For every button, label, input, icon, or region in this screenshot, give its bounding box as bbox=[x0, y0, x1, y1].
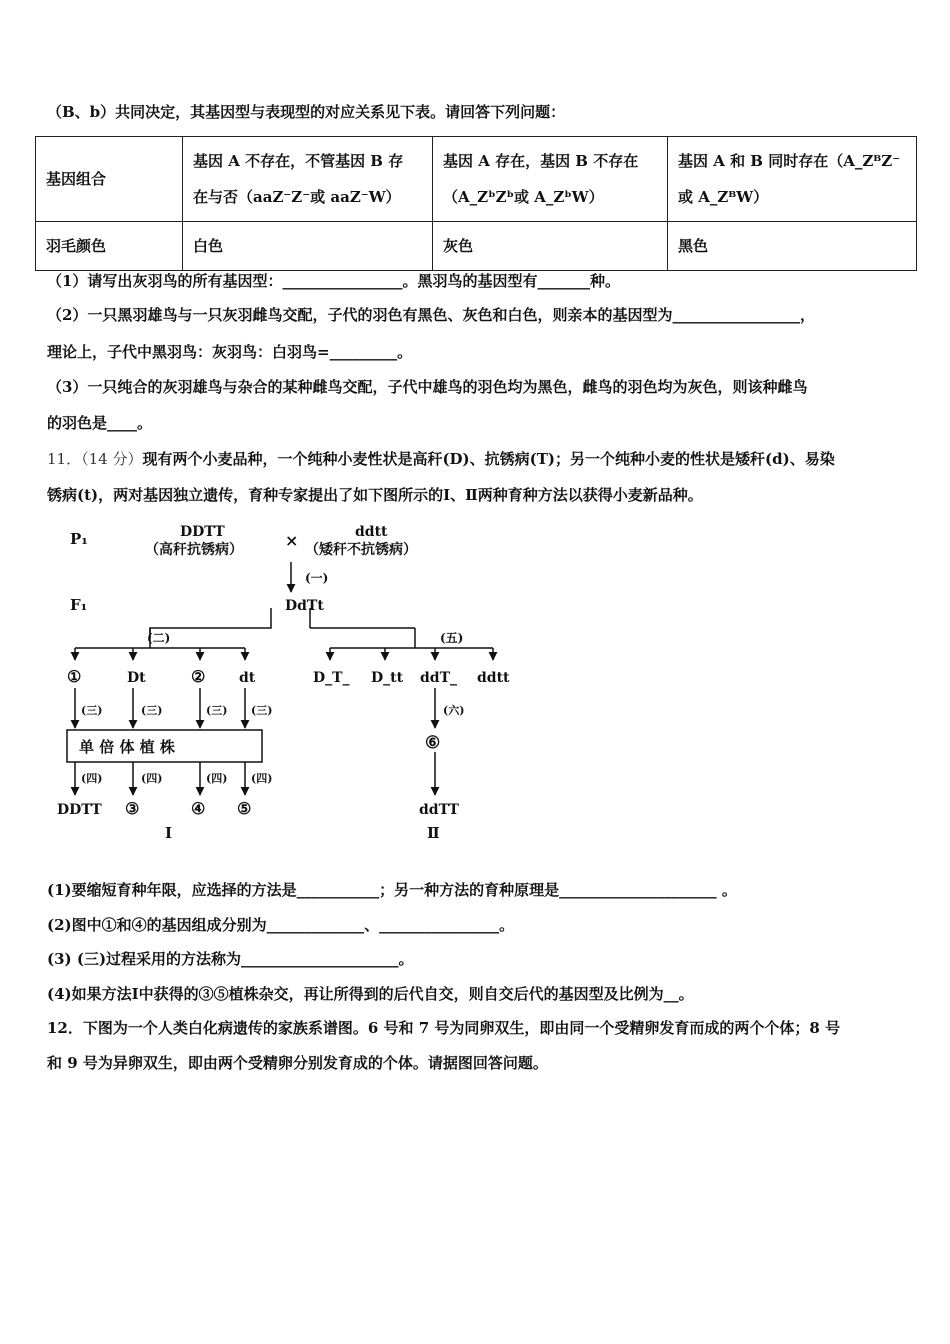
cell-line: 或 A_ZᴮW） bbox=[678, 188, 769, 206]
breeding-diagram bbox=[55, 520, 525, 845]
question-11-1: (1)要缩短育种年限，应选择的方法是___________；另一种方法的育种原理是_____________________ 。 bbox=[47, 881, 737, 899]
table-cell bbox=[183, 137, 433, 222]
f2-genotype-4: ddtt bbox=[477, 670, 510, 686]
gamete-1: ① bbox=[67, 667, 82, 686]
parent2-description: （矮秆不抗锈病） bbox=[305, 542, 417, 558]
table-cell: 灰色 bbox=[433, 222, 668, 271]
step-6-label: (六) bbox=[443, 704, 465, 717]
gamete-4: dt bbox=[239, 670, 256, 686]
gamete-2: Dt bbox=[127, 670, 146, 686]
table-cell bbox=[433, 137, 668, 222]
gamete-3: ② bbox=[191, 667, 206, 686]
parent1-description: （高秆抗锈病） bbox=[145, 542, 243, 558]
result-ddTT: ddTT bbox=[419, 802, 459, 818]
question-11-text: 现有两个小麦品种，一个纯种小麦性状是高秆(D)、抗锈病(T)；另一个纯种小麦的性状是矮秆(d)、易染 bbox=[142, 450, 835, 468]
cell-line: （A_ZᵇZᵇ或 A_ZᵇW） bbox=[443, 188, 604, 206]
cell-line: 基因 A 和 B 同时存在（A_ZᴮZ⁻ bbox=[678, 152, 901, 170]
table-cell bbox=[668, 137, 917, 222]
step-4-label-a: (四) bbox=[81, 772, 103, 785]
intro-text: （B、b）共同决定，其基因型与表现型的对应关系见下表。请回答下列问题： bbox=[47, 103, 566, 121]
parent1-genotype: DDTT bbox=[180, 524, 225, 540]
f1-label: F₁ bbox=[70, 596, 88, 614]
product-6: ⑥ bbox=[425, 733, 441, 753]
step-3-label-b: (三) bbox=[141, 704, 163, 717]
result-5: ⑤ bbox=[237, 799, 252, 818]
step-3-label-a: (三) bbox=[81, 704, 103, 717]
cell-line: 基因 A 存在，基因 B 不存在 bbox=[443, 152, 639, 170]
question-number: 11．（14 分） bbox=[47, 450, 143, 468]
method-1-label: Ⅰ bbox=[165, 824, 173, 842]
question-10-3-cont: 的羽色是____。 bbox=[47, 414, 153, 432]
step-4-label-c: (四) bbox=[206, 772, 228, 785]
f2-genotype-1: D_T_ bbox=[313, 670, 350, 686]
result-3: ③ bbox=[125, 799, 140, 818]
result-ddtt: DDTT bbox=[57, 802, 102, 818]
table-header-cell: 羽毛颜色 bbox=[36, 222, 183, 271]
p1-label: P₁ bbox=[70, 530, 88, 548]
method-2-label: Ⅱ bbox=[427, 824, 440, 842]
question-11-3: (3) (三)过程采用的方法称为_____________________。 bbox=[47, 950, 414, 968]
genotype-phenotype-table bbox=[35, 136, 917, 271]
question-10-1: （1）请写出灰羽鸟的所有基因型：________________。黑羽鸟的基因型有_______种。 bbox=[47, 272, 620, 290]
question-10-3: （3）一只纯合的灰羽雄鸟与杂合的某种雌鸟交配，子代中雄鸟的羽色均为黑色，雌鸟的羽色均为灰色，则该种雌鸟 bbox=[47, 378, 808, 396]
table-row bbox=[36, 222, 917, 271]
cross-symbol: × bbox=[285, 531, 299, 550]
question-11-stem bbox=[47, 449, 835, 469]
question-11-4: (4)如果方法Ⅰ中获得的③⑤植株杂交，再让所得到的后代自交，则自交后代的基因型及比例为__。 bbox=[47, 985, 694, 1003]
step-3-label-d: (三) bbox=[251, 704, 273, 717]
haploid-label: 单 倍 体 植 株 bbox=[79, 738, 175, 756]
step-4-label-b: (四) bbox=[141, 772, 163, 785]
table-row bbox=[36, 137, 917, 222]
table-cell: 黑色 bbox=[668, 222, 917, 271]
table-header-cell: 基因组合 bbox=[36, 137, 183, 222]
step-5-label: (五) bbox=[440, 631, 464, 645]
cell-line: 基因 A 不存在，不管基因 B 存 bbox=[193, 152, 404, 170]
step-2-label: (二) bbox=[147, 631, 171, 645]
cell-line: 在与否（aaZ⁻Z⁻或 aaZ⁻W） bbox=[193, 188, 401, 206]
f2-genotype-2: D_tt bbox=[371, 670, 404, 686]
parent2-genotype: ddtt bbox=[355, 524, 388, 540]
step-1-label: (一) bbox=[305, 571, 329, 585]
f1-genotype: DdTt bbox=[285, 598, 324, 614]
result-4: ④ bbox=[191, 799, 206, 818]
question-11-stem-cont: 锈病(t)，两对基因独立遗传，育种专家提出了如下图所示的Ⅰ、Ⅱ两种育种方法以获得小麦新品种。 bbox=[47, 486, 703, 504]
question-12-stem: 12．下图为一个人类白化病遗传的家族系谱图。6 号和 7 号为同卵双生，即由同一个受精卵发育而成的两个个体；8 号 bbox=[47, 1019, 841, 1037]
question-10-2: （2）一只黑羽雄鸟与一只灰羽雌鸟交配，子代的羽色有黑色、灰色和白色，则亲本的基因型为_________________， bbox=[47, 306, 815, 324]
f2-genotype-3: ddT_ bbox=[420, 670, 457, 686]
question-12-stem-cont: 和 9 号为异卵双生，即由两个受精卵分别发育成的个体。请据图回答问题。 bbox=[47, 1054, 548, 1072]
step-3-label-c: (三) bbox=[206, 704, 228, 717]
table-cell: 白色 bbox=[183, 222, 433, 271]
step-4-label-d: (四) bbox=[251, 772, 273, 785]
question-11-2: (2)图中①和④的基因组成分别为_____________、________________。 bbox=[47, 916, 515, 934]
question-10-2-cont: 理论上，子代中黑羽鸟：灰羽鸟：白羽鸟=_________。 bbox=[47, 343, 413, 361]
